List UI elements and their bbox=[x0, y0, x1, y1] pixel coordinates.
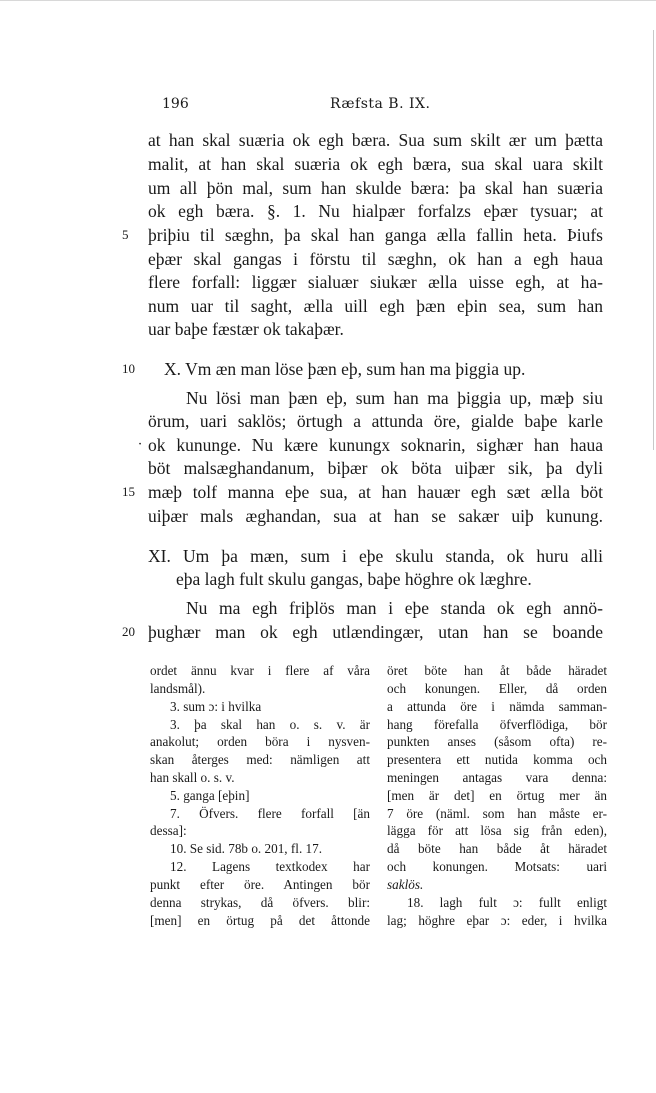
footnote-line: 7 öre (näml. som han måste er- bbox=[387, 806, 607, 821]
footnote-line: punkt efter öre. Antingen bör bbox=[150, 877, 370, 892]
running-head: Ræfsta B. IX. bbox=[330, 96, 431, 112]
footnote-line: och konungen. Eller, då orden bbox=[387, 681, 607, 696]
text-line: þriþiu til sæghn, þa skal han ganga ælla fallin heta. Þiufs bbox=[148, 225, 603, 245]
footnote-line: a attunda öre i nämda samman- bbox=[387, 699, 607, 714]
text-line: num uar til saght, ælla uill egh þæn eþin sea, sum han bbox=[148, 296, 603, 316]
text-line: Nu lösi man þæn eþ, sum han ma þiggia up, mæþ siu bbox=[186, 388, 603, 408]
line-number: 10 bbox=[122, 361, 135, 376]
footnote-line: skan återges med: nämligen att bbox=[150, 752, 370, 767]
text-line: böt malsæghandanum, biþær ok böta uiþær sik, þa dyli bbox=[148, 458, 603, 478]
page-number: 196 bbox=[162, 96, 189, 112]
footnote-line: presentera ett nutida komma och bbox=[387, 752, 607, 767]
footnote-line: 12. Lagens textkodex har bbox=[170, 859, 370, 874]
section-heading-xi: XI. Um þa mæn, sum i eþe skulu standa, ok huru alli bbox=[148, 546, 603, 566]
footnote-line: dessa]: bbox=[150, 823, 187, 838]
footnote-line: meningen antagas vara denna: bbox=[387, 770, 607, 785]
page-edge-line bbox=[653, 30, 654, 450]
text-line: örum, uari saklös; örtugh a attunda öre, gialde baþe karle bbox=[148, 411, 603, 431]
footnote-line: öret böte han åt både häradet bbox=[387, 663, 607, 678]
footnote-line: 18. lagh fult ɔ: fullt enligt bbox=[407, 895, 607, 910]
footnote-line: 3. þa skal han o. s. v. är bbox=[170, 717, 370, 732]
footnote-line: och konungen. Motsats: uari bbox=[387, 859, 607, 874]
footnote-line: då böte han både åt häradet bbox=[387, 841, 607, 856]
text-line: uiþær mals æghandan, sua at han se sakær uiþ kunung. bbox=[148, 506, 603, 526]
line-number: 15 bbox=[122, 484, 135, 499]
footnote-line: 5. ganga [eþin] bbox=[170, 788, 250, 803]
footnote-line: hang förefalla öfverflödiga, bör bbox=[387, 717, 607, 732]
section-heading-xi-cont: eþa lagh fult skulu gangas, baþe höghre ok læghre. bbox=[176, 569, 532, 589]
footnote-line: lag; höghre eþar ɔ: eder, i hvilka bbox=[387, 913, 607, 928]
text-line: Nu ma egh friþlös man i eþe standa ok egh annö- bbox=[186, 598, 603, 618]
text-line: þughær man ok egh utlændingær, utan han se boande bbox=[148, 622, 603, 642]
text-line: at han skal suæria ok egh bæra. Sua sum skilt ær um þætta bbox=[148, 130, 603, 150]
footnote-line: [men är det] en örtug mer än bbox=[387, 788, 607, 803]
footnote-line: 3. sum ɔ: i hvilka bbox=[170, 699, 262, 714]
footnote-line: landsmål). bbox=[150, 681, 206, 696]
text-line: malit, at han skal suæria ok egh bæra, sua skal uara skilt bbox=[148, 154, 603, 174]
footnote-line: punkten anses (såsom ofta) re- bbox=[387, 734, 607, 749]
footnote-line: han skall o. s. v. bbox=[150, 770, 235, 785]
footnote-line: lägga för att lösa sig från eden), bbox=[387, 823, 607, 838]
footnote-line: anakolut; orden böra i nysven- bbox=[150, 734, 370, 749]
text-line: mæþ tolf manna eþe sua, at han hauær egh sæt ælla böt bbox=[148, 482, 603, 502]
text-line: ok egh bæra. §. 1. Nu hialpær forfalzs eþær tysuar; at bbox=[148, 201, 603, 221]
margin-mark: · bbox=[138, 437, 143, 452]
footnote-line: saklös. bbox=[387, 877, 424, 892]
footnote-line: 10. Se sid. 78b o. 201, fl. 17. bbox=[170, 841, 323, 856]
line-number: 20 bbox=[122, 624, 135, 639]
line-number: 5 bbox=[122, 227, 129, 242]
text-line: ok kununge. Nu kære kunungx soknarin, sighær han haua bbox=[148, 435, 603, 455]
text-line: eþær skal gangas i förstu til sæghn, ok han a egh haua bbox=[148, 249, 603, 269]
footnote-line: 7. Öfvers. flere forfall [än bbox=[170, 806, 370, 821]
text-line: flere forfall: liggær sialuær siukær ælla uisse egh, at ha- bbox=[148, 272, 603, 292]
top-border bbox=[0, 0, 656, 1]
footnote-line: denna strykas, då öfvers. blir: bbox=[150, 895, 370, 910]
section-heading-x: X. Vm æn man löse þæn eþ, sum han ma þiggia up. bbox=[164, 359, 526, 379]
footnote-line: ordet ännu kvar i flere af våra bbox=[150, 663, 370, 678]
text-line: uar baþe fæstær ok takaþær. bbox=[148, 319, 344, 339]
page-header bbox=[0, 96, 656, 116]
text-line: um all þön mal, sum han skulde bæra: þa skal han suæria bbox=[148, 178, 603, 198]
footnote-line: [men] en örtug på det åttonde bbox=[150, 913, 370, 928]
